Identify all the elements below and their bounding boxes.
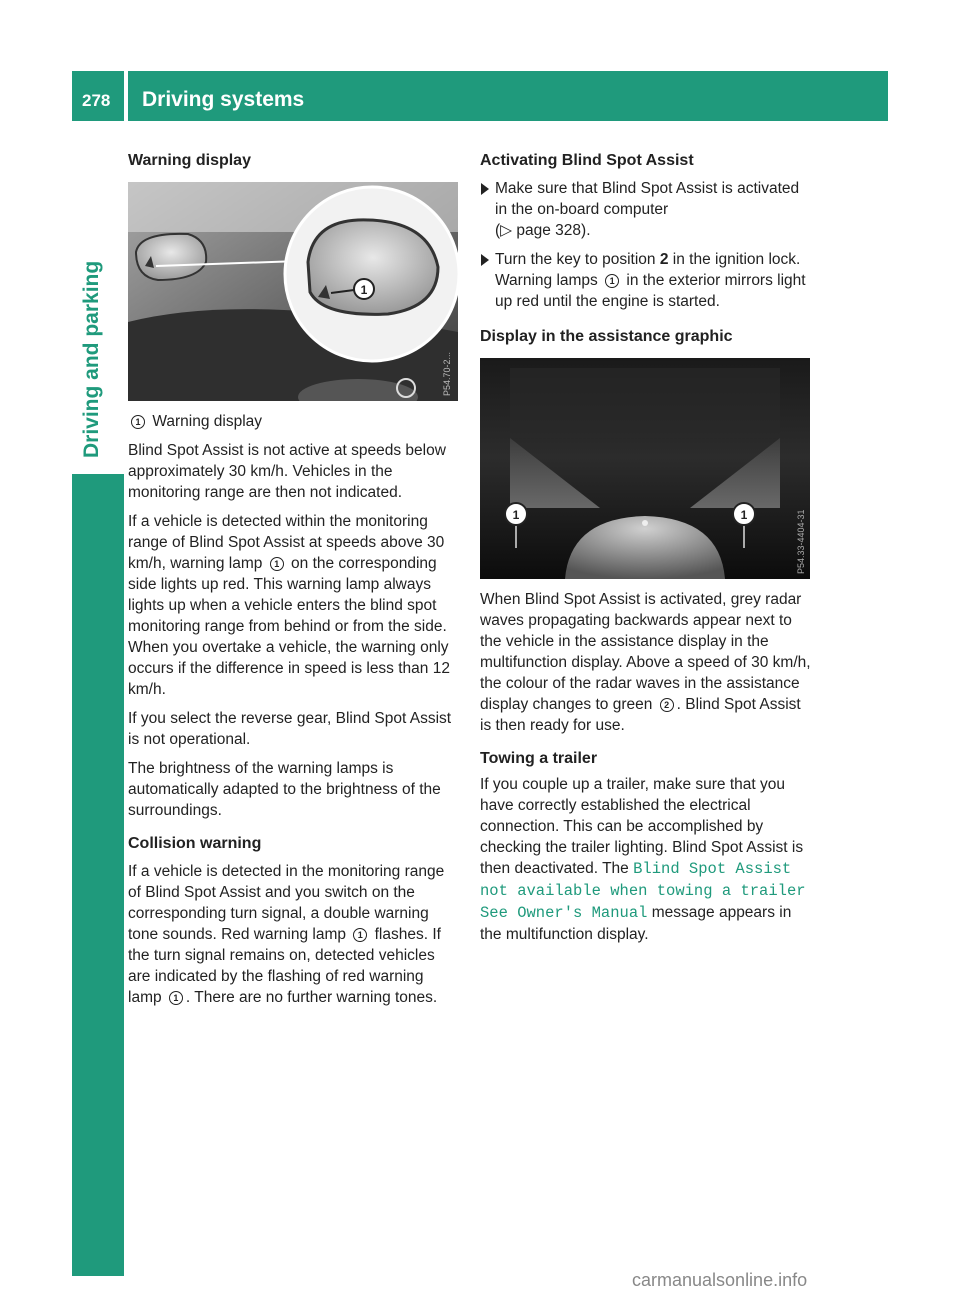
radar-text-b: . Blind Spot Assist is then ready for use. (480, 696, 801, 734)
paragraph-inactive-speed: Blind Spot Assist is not active at speeds below approximately 30 km/h. Vehicles in the monitoring range are then not indicated. (128, 442, 446, 501)
lane-area (510, 368, 780, 438)
header-bar (72, 71, 888, 121)
right-callout-marker-1-label: 1 (740, 508, 748, 522)
small-mirror (136, 234, 206, 280)
paragraph-brightness: The brightness of the warning lamps is automatically adapted to the brightness of the surroundings. (128, 760, 441, 819)
warning-display-heading: Warning display (128, 152, 251, 169)
header-divider (124, 71, 128, 121)
bullet2-text-b: in the ignition lock. (672, 251, 801, 268)
marker-1-badge: 1 (353, 928, 367, 942)
warning-display-image (128, 182, 458, 401)
radar-text-a: When Blind Spot Assist is activated, grey radar waves propagating backwards appear next to the vehicle in the assistance display in the multifunction display. Above a speed of 30 km/h, the colour of the radar waves in the assistance display changes to green (480, 591, 811, 713)
collision-text-b: flashes. If the turn signal remains on, detected vehicles are indicated by the flashing of red warning lamp (128, 926, 441, 1006)
page-reference-link[interactable]: (▷ page 328). (495, 222, 591, 239)
image-caption-text: Warning display (152, 413, 263, 430)
activating-heading: Activating Blind Spot Assist (480, 152, 694, 169)
marker-1-badge: 1 (605, 274, 619, 288)
collision-text-c: . There are no further warning tones. (185, 989, 438, 1006)
image-code: P54.33-4404-31 (796, 509, 806, 574)
marker-2-badge: 2 (660, 698, 674, 712)
image-code: P54.70-2... (442, 351, 452, 396)
callout-marker-1-label: 1 (360, 283, 368, 297)
ignition-position: 2 (659, 251, 669, 268)
bullet-activate (480, 178, 812, 241)
bullet1-text: Make sure that Blind Spot Assist is activated in the on-board computer (495, 180, 800, 218)
vehicle-badge-icon (642, 520, 648, 526)
paragraph-detection (128, 511, 460, 700)
left-callout-marker-1-label: 1 (512, 508, 520, 522)
assistance-graphic-image (480, 358, 810, 579)
paragraph-radar-waves (480, 589, 812, 736)
collision-warning-heading: Collision warning (128, 835, 262, 852)
paragraph-towing (480, 774, 812, 945)
page-title: Driving systems (142, 88, 305, 111)
image-caption (128, 411, 460, 432)
right-column (480, 150, 812, 953)
collision-text-a: If a vehicle is detected in the monitoring range of Blind Spot Assist and you switch on the corresponding turn signal, a double warning tone sounds. Red warning lamp (128, 863, 445, 943)
bullet2-text-c: Warning lamps (495, 272, 598, 289)
assistance-graphic-heading: Display in the assistance graphic (480, 328, 733, 345)
marker-1-badge: 1 (169, 991, 183, 1005)
left-column (128, 150, 460, 1016)
detection-text-b: on the corresponding side lights up red. This warning lamp always lights up when a vehicle enters the blind spot monitoring range from behind or from the side. When you overtake a vehicle, the warning only occurs if the difference in speed is less than 12 km/h. (128, 555, 450, 698)
bullet2-text-d: in the exterior mirrors light up red until the engine is started. (495, 272, 806, 310)
detection-text-a: If a vehicle is detected within the monitoring range of Blind Spot Assist at speeds above 30 km/h, warning lamp (128, 513, 445, 572)
footer-watermark: carmanualsonline.info (632, 1270, 808, 1290)
zoomed-mirror (308, 220, 438, 314)
towing-text-a: If you couple up a trailer, make sure that you have correctly established the electrical connection. This can be accomplished by checking the trailer lighting. Blind Spot Assist is then deactivated. The (480, 776, 804, 877)
bullet-key-position (480, 249, 812, 312)
page-number: 278 (82, 91, 111, 110)
side-tab (72, 474, 124, 1276)
towing-heading: Towing a trailer (480, 750, 598, 767)
marker-1-badge: 1 (131, 415, 145, 429)
bullet2-text-a: Turn the key to position (495, 251, 656, 268)
paragraph-collision (128, 861, 460, 1008)
display-message: Blind Spot Assist not available when towing a trailer See Owner's Manual (480, 860, 806, 922)
section-side-label: Driving and parking (80, 260, 103, 458)
paragraph-reverse-gear: If you select the reverse gear, Blind Spot Assist is not operational. (128, 710, 452, 748)
marker-1-badge: 1 (270, 557, 284, 571)
towing-text-b: message appears in the multifunction display. (480, 904, 792, 943)
